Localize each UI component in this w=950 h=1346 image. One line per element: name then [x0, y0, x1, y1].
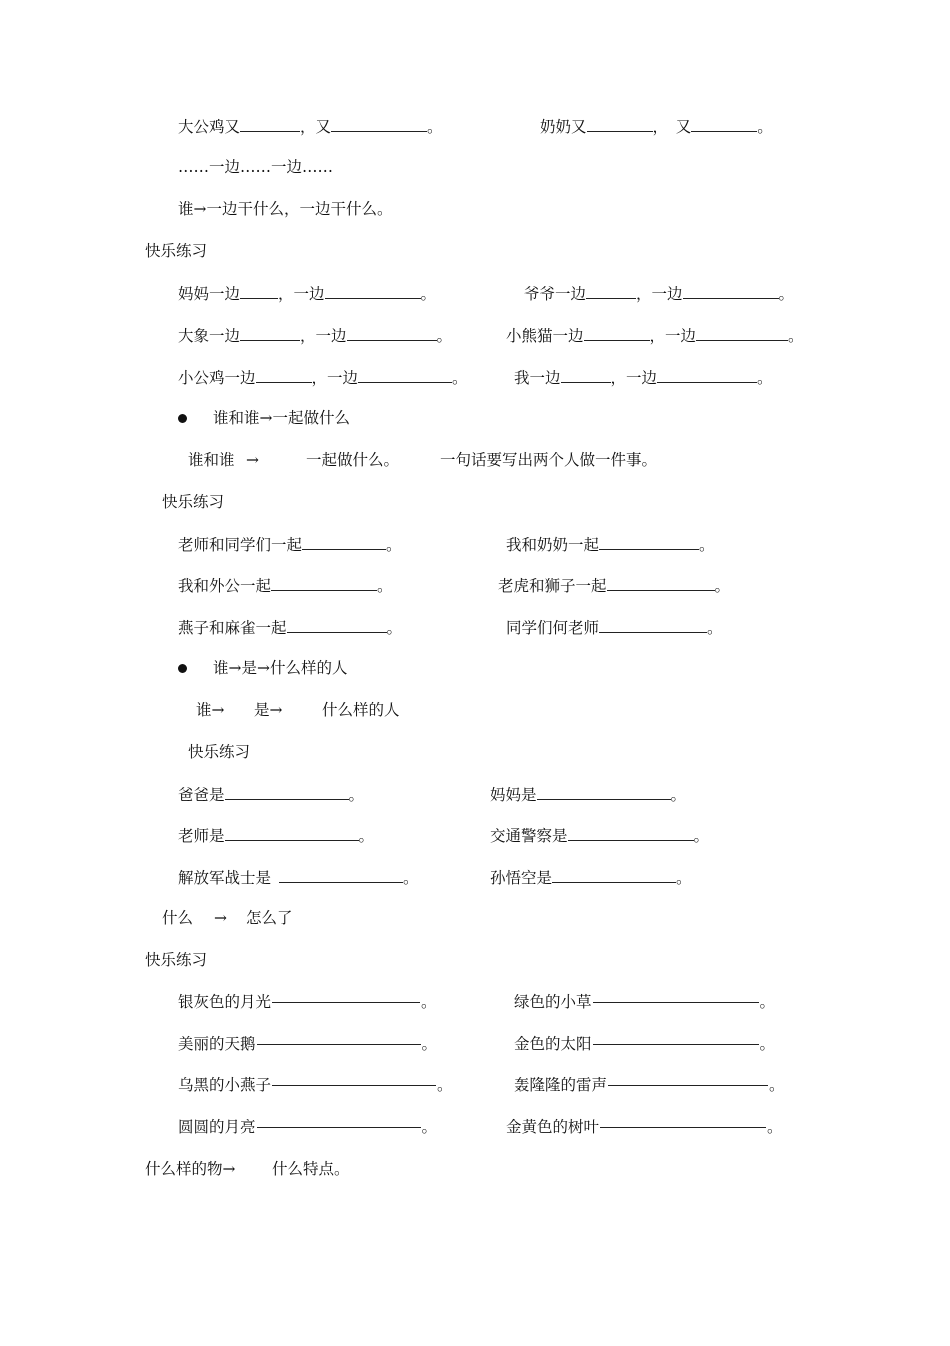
answer-blank[interactable] [599, 615, 707, 633]
pattern-structure: 谁→ 是→ 什么样的人 [196, 701, 400, 719]
answer-blank[interactable] [657, 365, 757, 383]
answer-line[interactable] [600, 1127, 766, 1128]
answer-line[interactable] [257, 1127, 421, 1128]
answer-blank[interactable] [584, 323, 650, 341]
practice-row: 老师和同学们一起 。 我和奶奶一起 。 [0, 532, 950, 556]
answer-line[interactable] [257, 1044, 421, 1045]
answer-blank[interactable] [691, 114, 757, 132]
answer-line[interactable] [593, 1002, 759, 1003]
pattern-heading: 谁→是→什么样的人 [178, 656, 347, 680]
practice-row: 妈妈一边 ，一边 。 爷爷一边 ，一边 。 [0, 281, 950, 305]
practice-row: 老师是 。 交通警察是 。 [0, 823, 950, 847]
bullet-icon [178, 664, 187, 673]
fill-line-you: 大公鸡又 ，又 。 奶奶又 ， 又 。 [0, 114, 950, 138]
answer-blank[interactable] [537, 782, 671, 800]
answer-blank[interactable] [331, 114, 427, 132]
answer-blank[interactable] [696, 323, 788, 341]
pattern-heading: 谁和谁→一起做什么 [178, 406, 350, 430]
answer-blank[interactable] [599, 532, 699, 550]
pattern-structure: 什么样的物→ 什么特点。 [145, 1160, 350, 1178]
answer-blank[interactable] [225, 782, 349, 800]
practice-row: 我和外公一起 。 老虎和狮子一起 。 [0, 573, 950, 597]
arrow-icon: → [246, 451, 259, 469]
answer-line[interactable] [608, 1085, 768, 1086]
practice-row: 圆圆的月亮 。 金黄色的树叶 。 [178, 1118, 783, 1136]
answer-blank[interactable] [302, 532, 386, 550]
pattern-description: 谁→一边干什么，一边干什么。 [178, 200, 393, 218]
practice-row: 解放军战士是 。 孙悟空是 。 [0, 865, 950, 889]
answer-line[interactable] [593, 1044, 759, 1045]
answer-blank[interactable] [561, 365, 611, 383]
answer-blank[interactable] [325, 281, 421, 299]
practice-row: 大象一边 ，一边 。 小熊猫一边 ，一边 。 [0, 323, 950, 347]
answer-blank[interactable] [271, 573, 377, 591]
answer-blank[interactable] [607, 573, 715, 591]
arrow-icon: → [214, 909, 227, 927]
practice-row: 燕子和麻雀一起 。 同学们何老师 。 [0, 615, 950, 639]
answer-blank[interactable] [552, 865, 676, 883]
practice-row: 乌黑的小燕子 。 轰隆隆的雷声 。 [178, 1076, 785, 1094]
answer-blank[interactable] [240, 281, 278, 299]
practice-row: 美丽的天鹅 。 金色的太阳 。 [178, 1035, 776, 1053]
answer-blank[interactable] [358, 365, 452, 383]
answer-blank[interactable] [683, 281, 779, 299]
answer-blank[interactable] [586, 281, 636, 299]
answer-blank[interactable] [568, 823, 694, 841]
answer-blank[interactable] [279, 865, 403, 883]
pattern-heading: ……一边……一边…… [178, 158, 334, 176]
answer-blank[interactable] [287, 615, 387, 633]
prompt-text: 奶奶又 [540, 118, 587, 136]
section-label: 快乐练习 [145, 242, 208, 260]
practice-row: 小公鸡一边 ，一边 。 我一边 ，一边 。 [0, 365, 950, 389]
answer-line[interactable] [272, 1002, 420, 1003]
practice-row: 银灰色的月光 。 绿色的小草 。 [178, 993, 776, 1011]
prompt-text: 大公鸡又 [178, 118, 241, 136]
answer-line[interactable] [272, 1085, 436, 1086]
answer-blank[interactable] [587, 114, 653, 132]
section-label: 快乐练习 [162, 493, 225, 511]
pattern-note: 一句话要写出两个人做一件事。 [440, 451, 658, 469]
bullet-icon [178, 414, 187, 423]
answer-blank[interactable] [240, 323, 300, 341]
practice-row: 爸爸是 。 妈妈是 。 [0, 782, 950, 806]
answer-blank[interactable] [347, 323, 437, 341]
section-label: 快乐练习 [145, 951, 208, 969]
answer-blank[interactable] [225, 823, 359, 841]
section-label: 快乐练习 [188, 743, 251, 761]
answer-blank[interactable] [240, 114, 300, 132]
answer-blank[interactable] [256, 365, 312, 383]
pattern-structure: 什么 → 怎么了 [0, 906, 950, 930]
pattern-structure: 谁和谁 → 一起做什么。 一句话要写出两个人做一件事。 [0, 448, 950, 472]
